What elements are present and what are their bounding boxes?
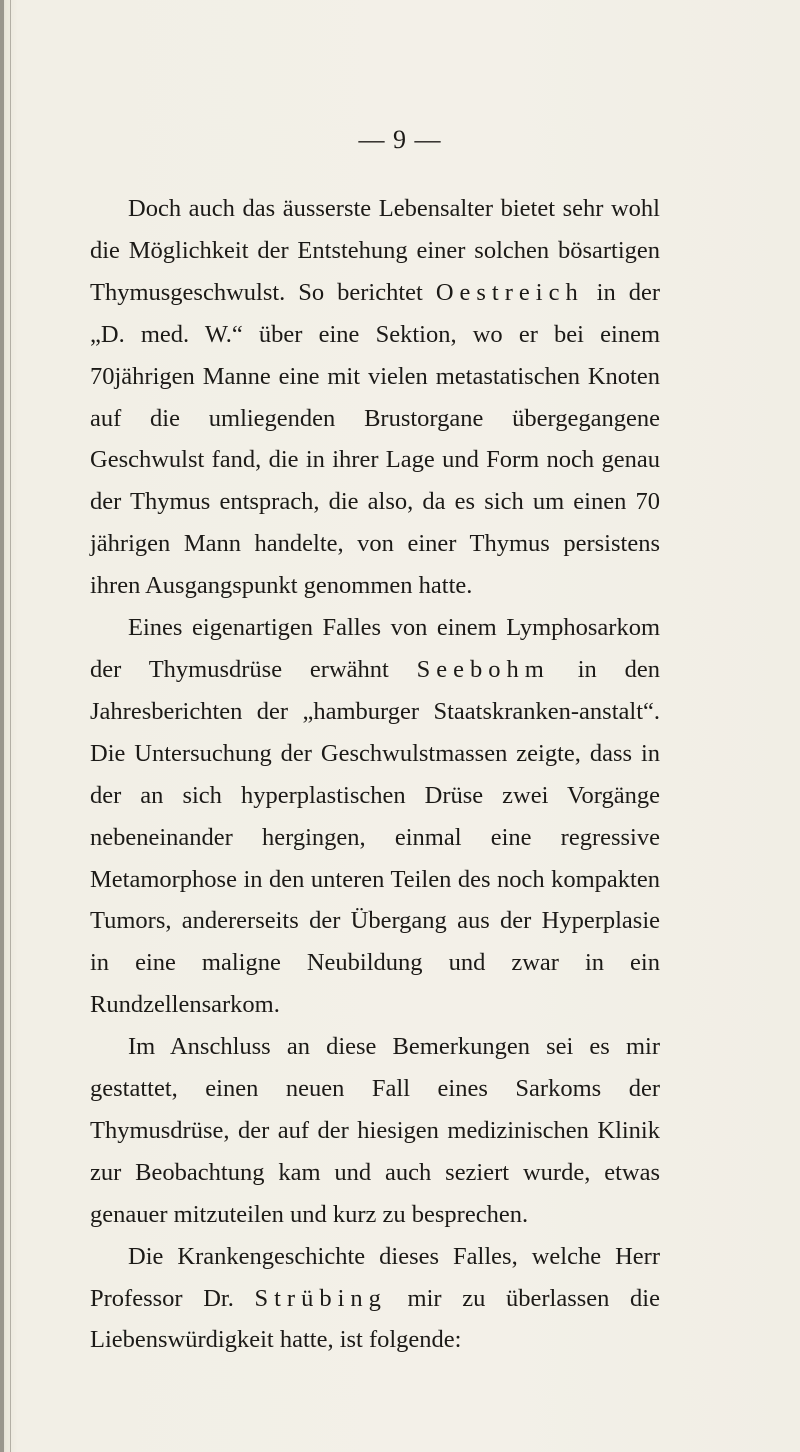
paragraph-oestreich <box>90 188 660 607</box>
text-segment: Im Anschluss an diese Bemerkungen sei es mir gestattet, einen neuen Fall eines Sarkoms der Thymusdrüse, der auf der hiesigen medizinischen Klinik zur Beobachtung kam und auch seziert wurde, etwas genauer mitzuteilen und kurz zu besprechen. <box>90 1033 660 1228</box>
text-segment: mir zu überlassen die Liebenswürdigkeit hatte, ist folgende: <box>90 1284 660 1354</box>
author-name-struebing: Strübing <box>254 1284 387 1312</box>
body-text <box>90 188 660 1361</box>
text-segment: Die Krankengeschichte dieses Falles, welche Herr Professor Dr. <box>90 1242 660 1312</box>
binding-edge <box>0 0 4 1452</box>
binding-shadow-line <box>10 0 11 1452</box>
text-segment: Doch auch das äusserste Lebensalter bietet sehr wohl die Möglichkeit der Entstehung einer solchen bösartigen Thymusgeschwulst. So berichtet <box>90 195 660 306</box>
page-number: — 9 — <box>358 125 442 154</box>
text-segment: in der „D. med. W.“ über eine Sektion, wo er bei einem 70jährigen Manne eine mit vielen metastatischen Knoten auf die umliegenden Brustorgane übergegangene Geschwulst fand, die in ihrer Lage und Form noch genau der Thymus entsprach, die also, da es sich um einen 70 jährigen Mann handelte, von einer Thymus persistens ihren Ausgangspunkt genommen hatte. <box>90 278 660 600</box>
text-segment: in den Jahresberichten der „hamburger Staatskranken-anstalt“. Die Untersuchung der Geschwulstmassen zeigte, dass in der an sich hyperplastischen Drüse zwei Vorgänge nebeneinander hergingen, einmal eine regressive Metamorphose in den unteren Teilen des noch kompakten Tumors, andererseits der Übergang aus der Hyperplasie in eine maligne Neubildung und zwar in ein Rundzellensarkom. <box>90 655 660 1019</box>
paragraph-seebohm <box>90 607 660 1026</box>
paragraph-case-history <box>90 1236 660 1362</box>
paragraph-new-case <box>90 1026 660 1236</box>
author-name-seebohm: Seebohm <box>416 655 550 683</box>
text-segment: Eines eigenartigen Falles von einem Lymphosarkom der Thymusdrüse erwähnt <box>90 614 660 683</box>
author-name-oestreich: Oestreich <box>435 278 584 306</box>
